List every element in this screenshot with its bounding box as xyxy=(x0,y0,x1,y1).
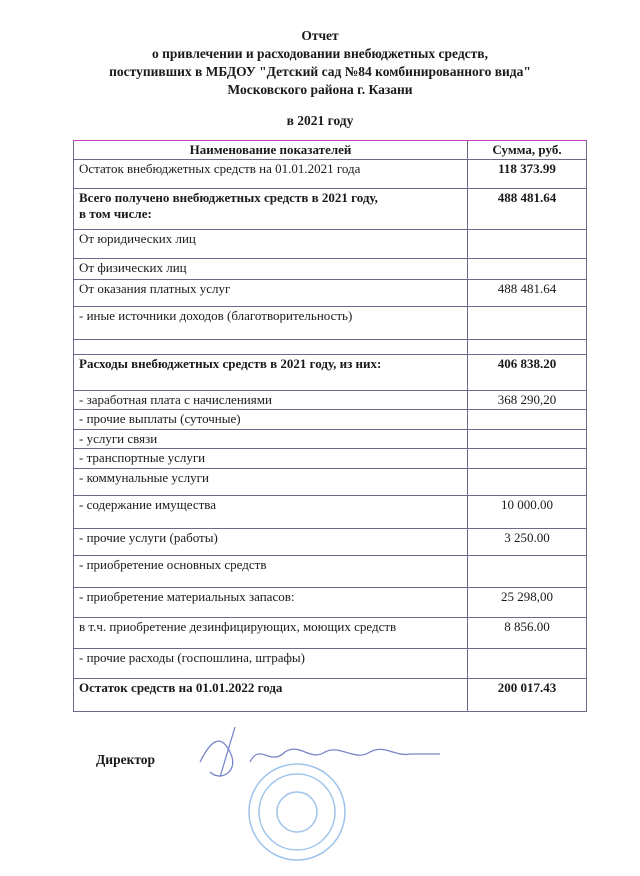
row-name-text: От юридических лиц xyxy=(79,231,196,246)
row-name-text: От физических лиц xyxy=(79,260,187,275)
director-label: Директор xyxy=(96,752,156,767)
row-name-text: Всего получено внебюджетных средств в 2021 году, xyxy=(79,190,378,205)
row-sum xyxy=(468,307,587,340)
row-name-text: - приобретение основных средств xyxy=(79,557,267,572)
row-sum xyxy=(468,649,587,679)
row-name xyxy=(74,340,468,355)
row-name-text: - прочие выплаты (суточные) xyxy=(79,411,241,426)
table-row xyxy=(74,160,587,189)
row-sum: 368 290,20 xyxy=(468,391,587,410)
row-name xyxy=(74,189,468,230)
table-row xyxy=(74,391,587,410)
table-row xyxy=(74,430,587,449)
row-name-text: - содержание имущества xyxy=(79,497,217,512)
report-subtitle-line: Московского района г. Казани xyxy=(227,82,413,97)
row-name xyxy=(74,588,468,618)
table-row xyxy=(74,618,587,649)
row-name-text: - услуги связи xyxy=(79,431,158,446)
row-name-text: - прочие расходы (госпошлина, штрафы) xyxy=(79,650,305,665)
table-row xyxy=(74,259,587,280)
row-name-text: - прочие услуги (работы) xyxy=(79,530,218,545)
table-row xyxy=(74,679,587,712)
row-name xyxy=(74,430,468,449)
table-row xyxy=(74,469,587,496)
row-name xyxy=(74,618,468,649)
row-name-text: - иные источники доходов (благотворительность) xyxy=(79,308,353,323)
table-row xyxy=(74,496,587,529)
row-name-text: Расходы внебюджетных средств в 2021 году, из них: xyxy=(79,356,382,371)
report-subtitle-line: поступивших в МБДОУ "Детский сад №84 комбинированного вида" xyxy=(109,64,531,79)
row-sum: 488 481.64 xyxy=(468,280,587,307)
row-sum xyxy=(468,259,587,280)
report-title: Отчет xyxy=(301,28,339,43)
row-sum xyxy=(468,469,587,496)
row-name xyxy=(74,259,468,280)
row-name-text: - заработная плата с начислениями xyxy=(79,392,272,407)
report-table xyxy=(73,140,587,712)
report-subtitle-line: о привлечении и расходовании внебюджетных средств, xyxy=(152,46,488,61)
table-row xyxy=(74,649,587,679)
column-header-sum: Сумма, руб. xyxy=(468,141,587,160)
row-name xyxy=(74,469,468,496)
row-name xyxy=(74,391,468,410)
row-name-text: - приобретение материальных запасов: xyxy=(79,589,295,604)
row-sum: 3 250.00 xyxy=(468,529,587,556)
signature-and-stamp xyxy=(190,722,450,862)
row-sum xyxy=(468,410,587,430)
row-name xyxy=(74,556,468,588)
row-name-text: в т.ч. приобретение дезинфицирующих, моющих средств xyxy=(79,619,397,634)
table-row xyxy=(74,529,587,556)
row-sum xyxy=(468,556,587,588)
row-name-text: - транспортные услуги xyxy=(79,450,206,465)
row-name xyxy=(74,529,468,556)
row-name xyxy=(74,160,468,189)
table-row xyxy=(74,449,587,469)
table-row xyxy=(74,340,587,355)
row-name xyxy=(74,496,468,529)
row-sum xyxy=(468,230,587,259)
row-sum xyxy=(468,449,587,469)
row-sum: 10 000.00 xyxy=(468,496,587,529)
table-row xyxy=(74,556,587,588)
row-sum: 8 856.00 xyxy=(468,618,587,649)
row-sum: 200 017.43 xyxy=(468,679,587,712)
row-sum: 25 298,00 xyxy=(468,588,587,618)
row-sum xyxy=(468,430,587,449)
row-sum xyxy=(468,340,587,355)
row-name xyxy=(74,449,468,469)
row-name-text: в том числе: xyxy=(79,206,152,221)
row-name xyxy=(74,280,468,307)
row-sum: 118 373.99 xyxy=(468,160,587,189)
table-row xyxy=(74,355,587,391)
row-name-text: Остаток средств на 01.01.2022 года xyxy=(79,680,283,695)
table-row xyxy=(74,189,587,230)
row-name-text: - коммунальные услуги xyxy=(79,470,209,485)
row-sum: 488 481.64 xyxy=(468,189,587,230)
table-row xyxy=(74,410,587,430)
row-name xyxy=(74,355,468,391)
row-name xyxy=(74,230,468,259)
table-row xyxy=(74,230,587,259)
row-name-text: От оказания платных услуг xyxy=(79,281,231,296)
table-row xyxy=(74,307,587,340)
column-header-name: Наименование показателей xyxy=(74,141,468,160)
table-row xyxy=(74,588,587,618)
table-row xyxy=(74,280,587,307)
report-year: в 2021 году xyxy=(286,113,354,128)
row-name-text: Остаток внебюджетных средств на 01.01.2021 года xyxy=(79,161,361,176)
row-name xyxy=(74,410,468,430)
row-name xyxy=(74,307,468,340)
row-name xyxy=(74,679,468,712)
stamp-icon xyxy=(249,764,345,860)
row-name xyxy=(74,649,468,679)
row-sum: 406 838.20 xyxy=(468,355,587,391)
